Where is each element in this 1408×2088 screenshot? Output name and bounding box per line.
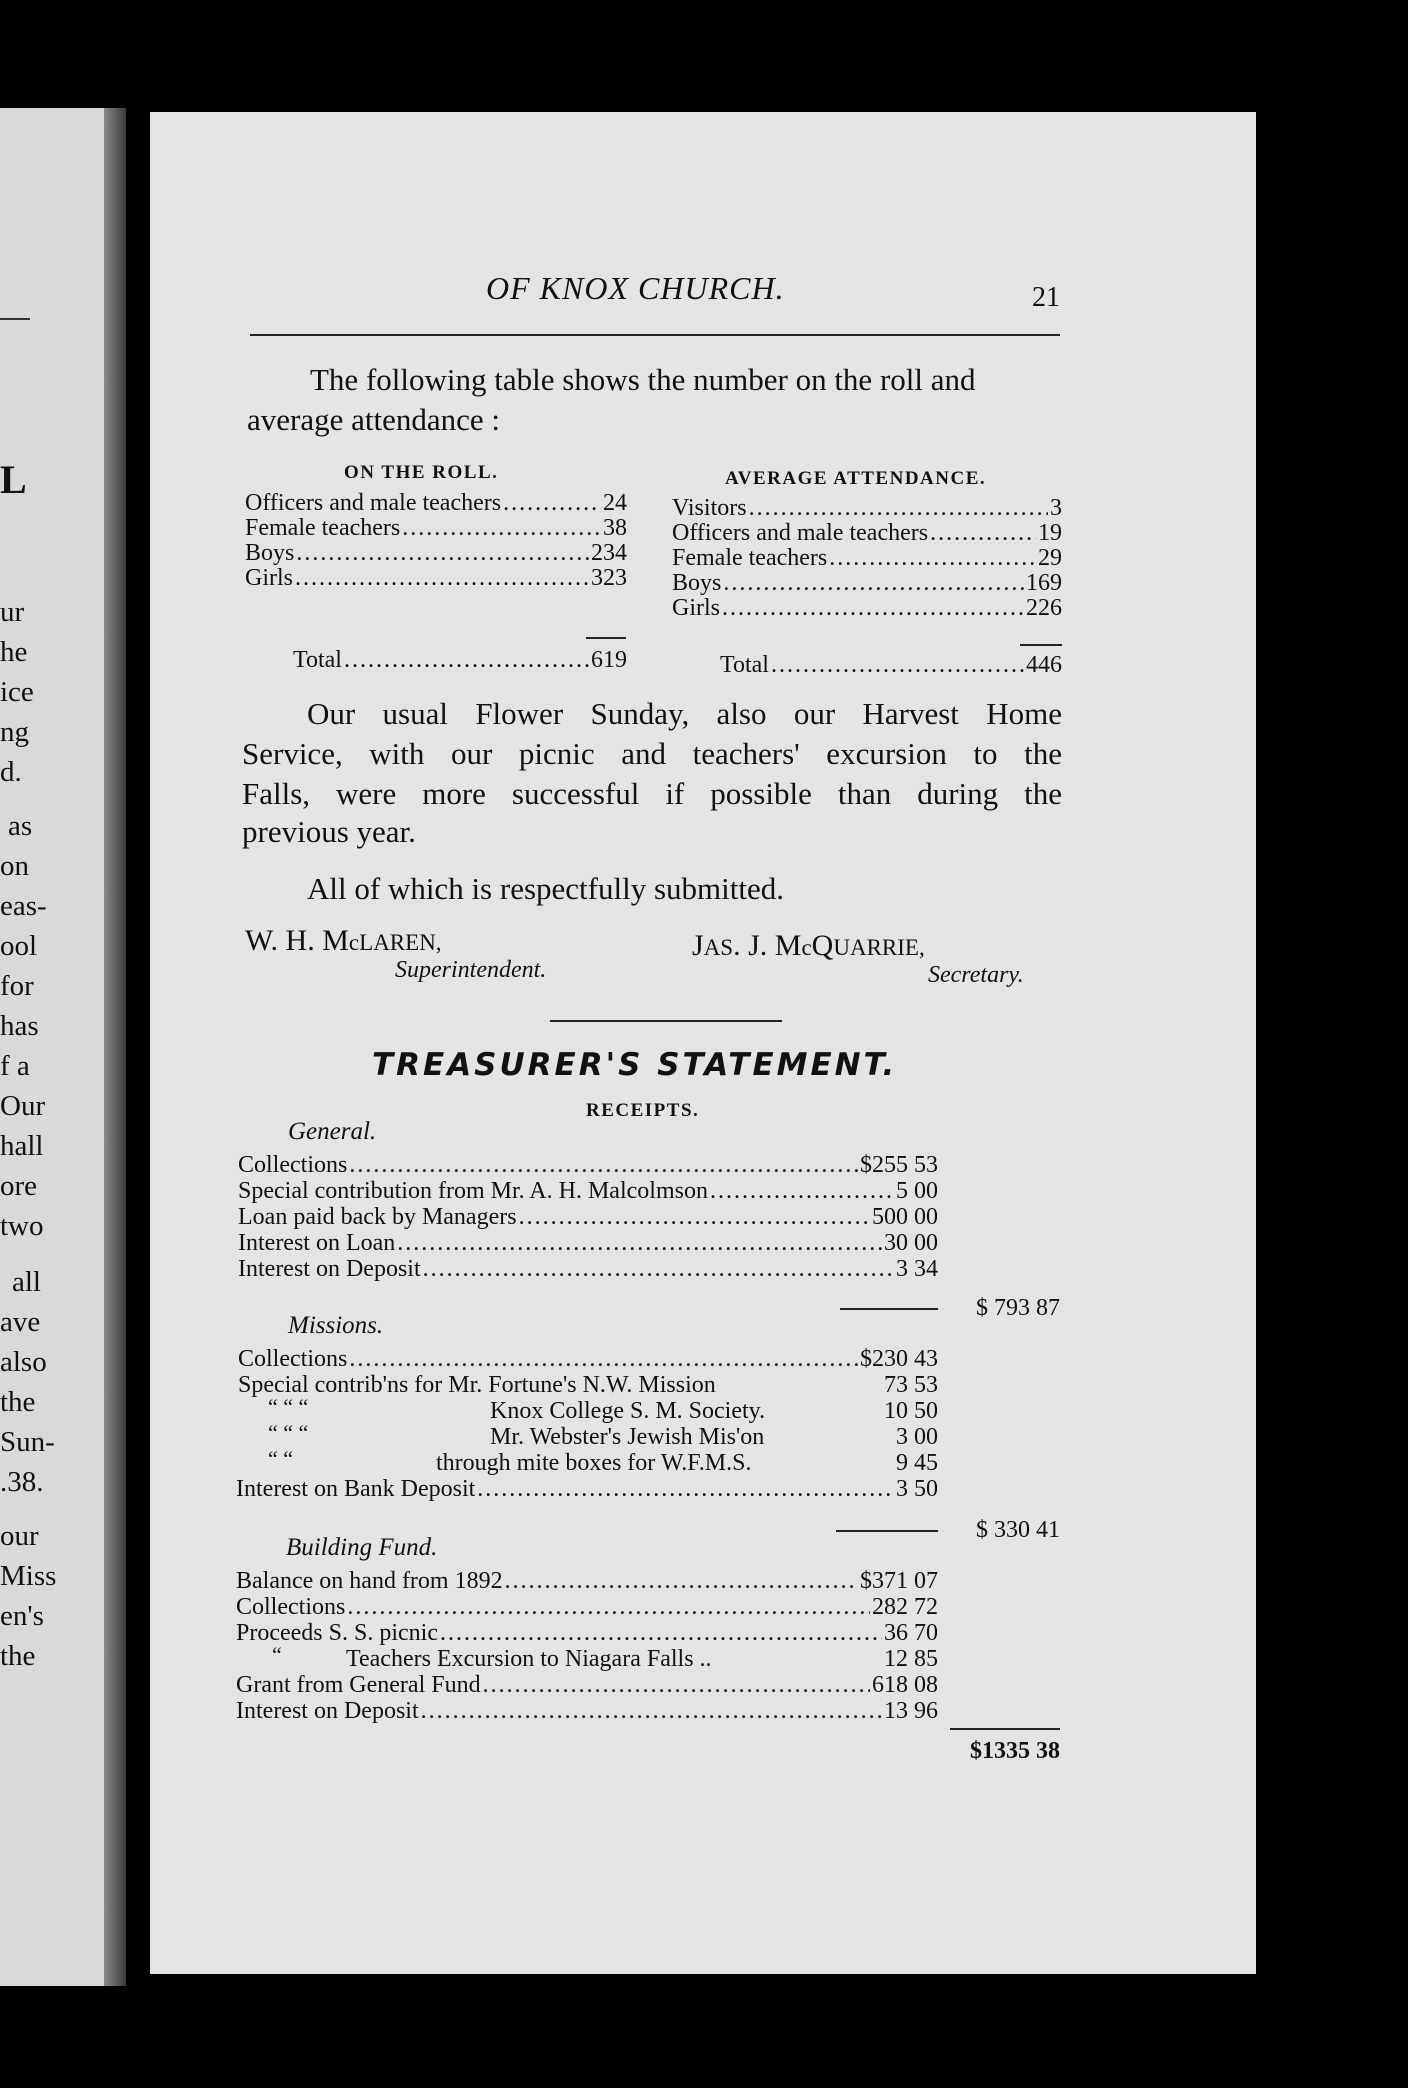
paragraph-line: Falls, were more successful if possible than during the: [242, 776, 1062, 811]
roll-row: Officers and male teachers ..... 24: [245, 490, 627, 517]
roll-row: Boys ..... 234: [245, 540, 627, 567]
left-frag: our: [0, 1520, 39, 1552]
running-title: OF KNOX CHURCH.: [486, 270, 785, 306]
missions-row: Special contrib'ns for Mr. Fortune's N.W. Mission 73 53: [238, 1372, 938, 1398]
building-subtotal-rule: [950, 1728, 1060, 1730]
closing-line: All of which is respectfully submitted.: [307, 871, 784, 906]
left-frag: two: [0, 1210, 44, 1242]
missions-row: Knox College S. M. Society. 10 50: [490, 1398, 938, 1424]
attendance-total-rule: [1020, 644, 1062, 646]
building-row: Teachers Excursion to Niagara Falls .. 12 85: [346, 1646, 938, 1672]
left-frag: d.: [0, 756, 22, 788]
signature-left: W. H. McLAREN,: [245, 924, 442, 957]
left-page-rule: [0, 318, 30, 320]
ditto-marks: “ “: [268, 1446, 294, 1471]
signature-right: JAS. J. McQUARRIE,: [692, 929, 925, 962]
ditto-marks: “ “ “: [268, 1394, 309, 1419]
missions-subtotal: $ 330 41: [976, 1517, 1060, 1543]
attendance-row: Visitors ..... 3: [672, 495, 1062, 522]
left-frag: hall: [0, 1130, 44, 1162]
left-frag: he: [0, 636, 28, 668]
roll-heading: ON THE ROLL.: [344, 462, 499, 483]
general-subtotal-rule: [840, 1308, 938, 1310]
building-row: Interest on Deposit ..... 13 96: [236, 1698, 938, 1725]
left-frag: ave: [0, 1306, 41, 1338]
book-spine: [104, 108, 126, 1986]
left-frag: as: [8, 810, 33, 842]
intro-line: average attendance :: [247, 402, 500, 437]
paragraph-line: Our usual Flower Sunday, also our Harvest Home: [307, 696, 1062, 731]
left-frag: f a: [0, 1050, 30, 1082]
section-rule: [550, 1020, 782, 1022]
signature-right-role: Secretary.: [928, 962, 1024, 988]
building-row: Collections ..... 282 72: [236, 1594, 938, 1621]
signature-left-role: Superintendent.: [395, 957, 547, 983]
missions-row: Collections ..... $230 43: [238, 1346, 938, 1373]
building-row: Proceeds S. S. picnic ..... 36 70: [236, 1620, 938, 1647]
missions-row: through mite boxes for W.F.M.S. 9 45: [436, 1450, 938, 1476]
left-frag: the: [0, 1386, 36, 1418]
general-row: Special contribution from Mr. A. H. Malcolmson ..... 5 00: [238, 1178, 938, 1205]
roll-row: Girls ..... 323: [245, 565, 627, 592]
building-heading: Building Fund.: [286, 1534, 438, 1561]
left-page-fragment: [0, 108, 126, 1986]
attendance-row: Female teachers ..... 29: [672, 545, 1062, 572]
attendance-row: Officers and male teachers ..... 19: [672, 520, 1062, 547]
left-frag: on: [0, 850, 29, 882]
header-rule: [250, 334, 1060, 336]
left-frag: has: [0, 1010, 39, 1042]
general-heading: General.: [288, 1118, 377, 1145]
left-frag: Sun-: [0, 1426, 55, 1458]
attendance-heading: AVERAGE ATTENDANCE.: [725, 468, 987, 489]
intro-line: The following table shows the number on the roll and: [310, 362, 976, 397]
left-frag: eas-: [0, 890, 47, 922]
ditto-marks: “: [272, 1642, 282, 1667]
building-row: Grant from General Fund ..... 618 08: [236, 1672, 938, 1699]
left-frag: L: [0, 457, 27, 502]
left-frag: ice: [0, 676, 34, 708]
left-frag: the: [0, 1640, 36, 1672]
treasurer-title: TREASURER'S STATEMENT.: [372, 1047, 898, 1083]
page-number: 21: [1032, 282, 1060, 313]
left-frag: Miss: [0, 1560, 57, 1592]
left-frag: Our: [0, 1090, 46, 1122]
missions-row: Mr. Webster's Jewish Mis'on 3 00: [490, 1424, 938, 1450]
receipts-heading: RECEIPTS.: [586, 1100, 700, 1121]
general-row: Collections ..... $255 53: [238, 1152, 938, 1179]
left-frag: ool: [0, 930, 38, 962]
paragraph-line: previous year.: [242, 814, 416, 849]
building-subtotal: $1335 38: [970, 1738, 1060, 1764]
attendance-total: Total ..... 446: [720, 652, 1062, 679]
missions-heading: Missions.: [288, 1312, 384, 1339]
left-frag: for: [0, 970, 34, 1002]
left-frag: ur: [0, 596, 25, 628]
building-row: Balance on hand from 1892 ..... $371 07: [236, 1568, 938, 1595]
general-row: Interest on Deposit ..... 3 34: [238, 1256, 938, 1283]
left-frag: ng: [0, 716, 29, 748]
general-row: Interest on Loan ..... 30 00: [238, 1230, 938, 1257]
left-frag: .38.: [0, 1466, 44, 1498]
paragraph-line: Service, with our picnic and teachers' excursion to the: [242, 736, 1062, 771]
roll-row: Female teachers ..... 38: [245, 515, 627, 542]
missions-subtotal-rule: [836, 1530, 938, 1532]
general-row: Loan paid back by Managers ..... 500 00: [238, 1204, 938, 1231]
roll-total: Total ..... 619: [293, 647, 627, 674]
ditto-marks: “ “ “: [268, 1420, 309, 1445]
attendance-row: Girls ..... 226: [672, 595, 1062, 622]
missions-row: Interest on Bank Deposit ..... 3 50: [236, 1476, 938, 1503]
document-page: [150, 112, 1256, 1974]
roll-total-rule: [586, 637, 626, 639]
attendance-row: Boys ..... 169: [672, 570, 1062, 597]
left-frag: en's: [0, 1600, 44, 1632]
left-frag: also: [0, 1346, 47, 1378]
left-frag: all: [12, 1266, 41, 1298]
general-subtotal: $ 793 87: [976, 1295, 1060, 1321]
left-frag: ore: [0, 1170, 38, 1202]
